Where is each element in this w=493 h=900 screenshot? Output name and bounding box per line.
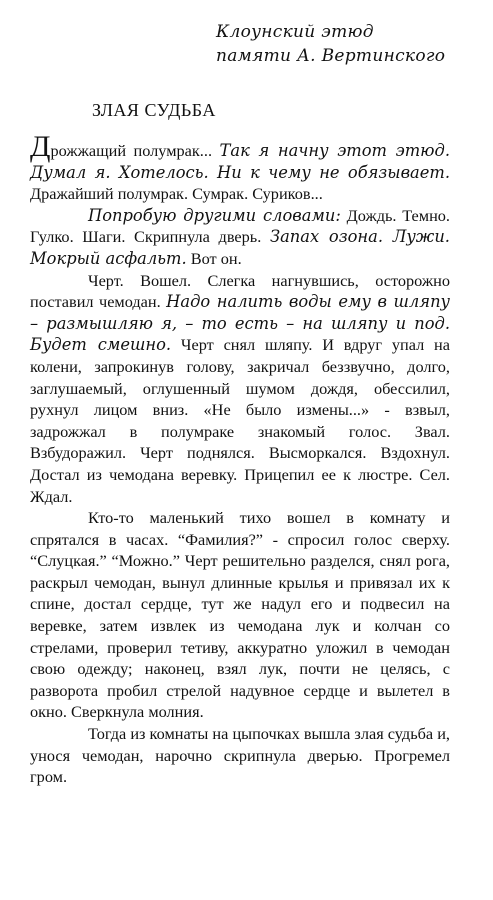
- printed-text: Черт снял шляпу. И вдруг упал на колени, запрокинув голову, закричал беззвучно, долго, заглушаемый, оглушенный шумом дождя, обессилил, рухнул лицом вниз. «Не было измены...» - взвыл, задрожжал в полумраке знакомый голос. Звал. Взбудоражил. Черт поднялся. Высморкался. Вздохнул. Достал из чемодана веревку. Прицепил ее к люстре. Сел. Ждал.: [30, 335, 450, 506]
- story-title: ЗЛАЯ СУДЬБА: [92, 100, 216, 120]
- printed-text: Черт. Вошел. Слегка нагнувшись, осторожно поставил чемодан.: [30, 270, 450, 312]
- paragraph-2: [30, 205, 450, 270]
- handwritten-text: Запах озона. Лужи. Мокрый асфальт.: [30, 227, 450, 268]
- story-body: [30, 130, 451, 788]
- dedication-line-1: Клоунский этюд: [216, 22, 374, 42]
- handwritten-text: Так я начну этот этюд. Думал я. Хотелось. Ни к чему не обязывает.: [30, 141, 450, 182]
- printed-text: Дождь. Темно. Гулко. Шаги. Скрипнула дверь.: [30, 205, 450, 247]
- paragraph-4: Кто-то маленький тихо вошел в комнату и спрятался в часах. “Фамилия?” - спросил голос сверху. “Слуцкая.” “Можно.” Черт решительно разделся, снял рога, раскрыл чемодан, вынул длинные крылья и привязал их к спине, достал сердце, тут же надул его и подвесил на веревке, затем извлек из чемодана лук и колчан со стрелами, проверил тетиву, аккуратно уложил в чемодан свою одежду; наконец, взял лук, почти не целясь, с разворота пробил стрелой надувное сердце и вылетел в окно. Сверкнула молния.: [30, 508, 450, 722]
- paragraph-3: [30, 270, 450, 508]
- dedication: [216, 20, 476, 68]
- paragraph-5: Тогда из комнаты на цыпочках вышла злая судьба и, унося чемодан, нарочно скрипнула дверью. Прогремел гром.: [30, 724, 450, 787]
- printed-text: Дражайший полумрак. Сумрак. Суриков...: [30, 184, 323, 204]
- drop-cap: Д: [30, 130, 51, 163]
- paragraph-1: [30, 130, 450, 205]
- handwritten-text: Попробую другими словами:: [88, 205, 341, 225]
- printed-text: рожжащий полумрак...: [50, 141, 213, 160]
- dedication-line-2: памяти А. Вертинского: [216, 46, 446, 66]
- handwritten-text: Надо налить воды ему в шляпу – размышляю я, – то есть – на шляпу и под. Будет смешно.: [30, 292, 451, 355]
- printed-text: Вот он.: [190, 248, 242, 268]
